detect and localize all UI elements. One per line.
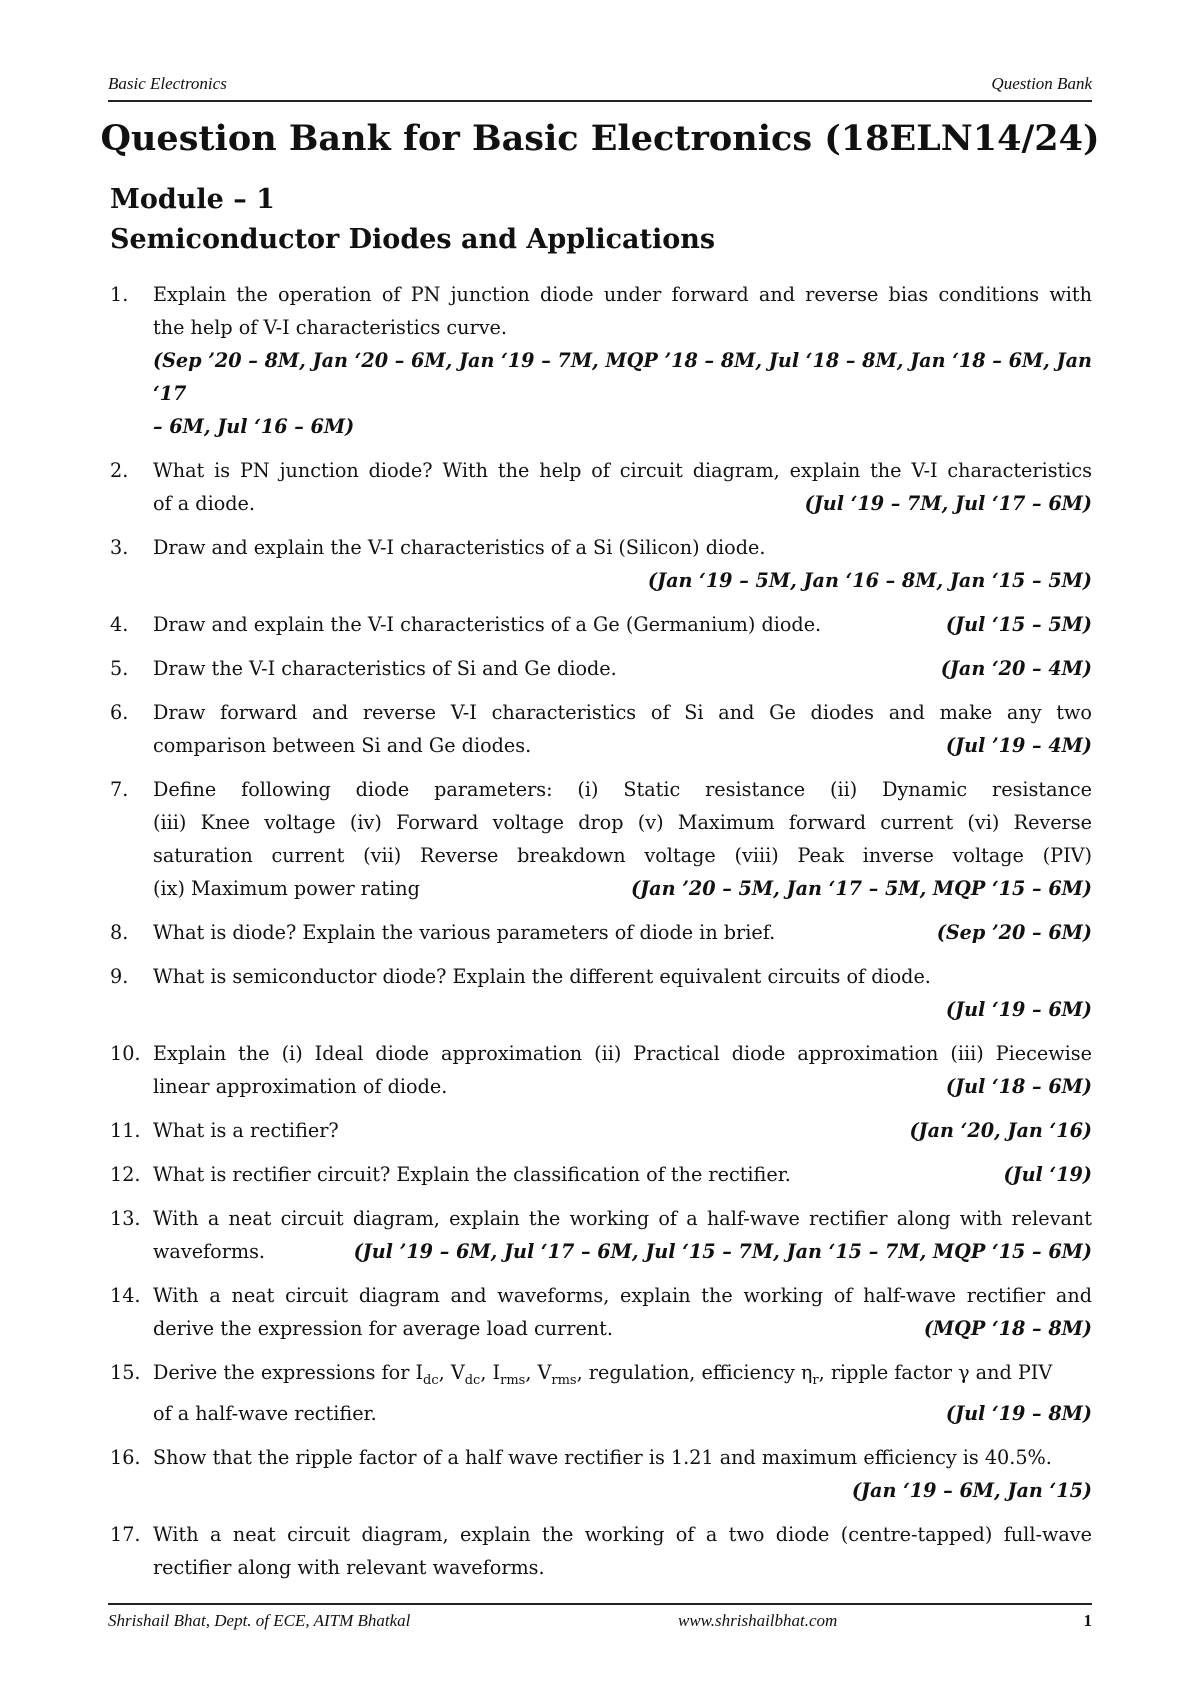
question-text: Define following diode parameters: (i) Static resistance (ii) Dynamic resistance (153, 778, 1092, 801)
question-text: (ix) Maximum power rating (153, 877, 420, 900)
header-right-text: Question Bank (991, 74, 1092, 93)
question-item (110, 454, 1092, 520)
question-text: the help of V-I characteristics curve. (153, 316, 507, 339)
exam-reference: (Jan ‘20, Jan ‘16) (909, 1119, 1092, 1142)
question-item (110, 1441, 1092, 1507)
question-item (110, 531, 1092, 597)
question-item (110, 1037, 1092, 1103)
question-text: saturation current (vii) Reverse breakdown voltage (viii) Peak inverse voltage (PIV) (153, 844, 1092, 867)
question-text: Derive the expressions for $I_{dc}$, $V_{dc}$, $I_{rms}$, $V_{rms}$, regulation, efficiency $\eta_r$, ripple factor γ and PIV (153, 1361, 1053, 1388)
exam-reference: (Jul ‘15 – 5M) (945, 613, 1092, 636)
footer-author: Shrishail Bhat, Dept. of ECE, AITM Bhatkal (108, 1611, 411, 1630)
exam-reference: (Jul ’19 – 4M) (945, 734, 1092, 757)
exam-reference: (Jul ‘19 – 7M, Jul ‘17 – 6M) (804, 492, 1092, 515)
question-item (110, 1279, 1092, 1345)
question-item (110, 1518, 1092, 1584)
exam-reference: (Jan ‘19 – 5M, Jan ‘16 – 8M, Jan ‘15 – 5M) (647, 569, 1092, 592)
question-text: Draw and explain the V-I characteristics of a Si (Silicon) diode. (153, 536, 766, 559)
question-number: 10. (110, 1042, 141, 1065)
question-number: 17. (110, 1522, 141, 1546)
exam-reference: (Jul ’19 – 6M, Jul ‘17 – 6M, Jul ‘15 – 7M, Jan ‘15 – 7M, MQP ‘15 – 6M) (353, 1240, 1092, 1263)
question-number: 9. (110, 965, 129, 988)
question-text: What is PN junction diode? With the help of circuit diagram, explain the V-I characteristics (153, 459, 1092, 482)
question-text: of a half-wave rectifier. (153, 1401, 377, 1425)
question-number: 7. (110, 778, 129, 801)
question-text: Draw and explain the V-I characteristics of a Ge (Germanium) diode. (153, 613, 822, 636)
question-item (110, 960, 1092, 1026)
question-text: With a neat circuit diagram, explain the working of a two diode (centre-tapped) full-wave (153, 1522, 1092, 1546)
exam-reference: (Jul ‘19 – 8M) (945, 1401, 1092, 1425)
question-number: 6. (110, 701, 129, 724)
exam-reference: (Jan ’20 – 5M, Jan ‘17 – 5M, MQP ‘15 – 6M) (631, 877, 1092, 900)
question-number: 12. (110, 1163, 141, 1186)
question-text: Draw the V-I characteristics of Si and Ge diode. (153, 657, 617, 680)
question-text: Draw forward and reverse V-I characteristics of Si and Ge diodes and make any two (153, 701, 1092, 724)
module-subject-heading: Semiconductor Diodes and Applications (110, 224, 716, 255)
question-item (110, 652, 1092, 685)
module-heading: Module – 1 (110, 184, 275, 215)
question-text: With a neat circuit diagram, explain the working of a half-wave rectifier along with relevant (153, 1207, 1092, 1230)
exam-reference: (Jul ‘19 – 6M) (945, 998, 1092, 1021)
exam-reference: – 6M, Jul ‘16 – 6M) (153, 415, 355, 438)
question-item (110, 1202, 1092, 1268)
question-number: 11. (110, 1119, 141, 1142)
exam-reference: (MQP ‘18 – 8M) (923, 1317, 1092, 1340)
question-item (110, 1356, 1092, 1430)
question-text: Show that the ripple factor of a half wave rectifier is 1.21 and maximum efficiency is 40.5%. (153, 1445, 1052, 1469)
exam-reference: (Sep ’20 – 6M) (936, 921, 1092, 944)
page-footer (108, 1603, 1092, 1635)
question-number: 13. (110, 1207, 141, 1230)
question-number: 5. (110, 657, 129, 680)
question-number: 8. (110, 921, 129, 944)
question-number: 16. (110, 1445, 141, 1469)
question-item (110, 278, 1092, 443)
question-item (110, 1114, 1092, 1147)
question-number: 1. (110, 283, 129, 306)
question-text: waveforms. (153, 1240, 266, 1263)
question-number: 14. (110, 1284, 141, 1307)
question-text: of a diode. (153, 492, 255, 515)
question-text: Explain the (i) Ideal diode approximation (ii) Practical diode approximation (iii) Piecewise (153, 1042, 1092, 1065)
exam-reference: (Jul ‘19) (1003, 1163, 1092, 1186)
question-item (110, 696, 1092, 762)
question-text: rectifier along with relevant waveforms. (153, 1555, 545, 1579)
exam-reference: (Jul ‘18 – 6M) (945, 1075, 1092, 1098)
question-item (110, 916, 1092, 949)
question-item (110, 608, 1092, 641)
question-text: What is rectifier circuit? Explain the classification of the rectifier. (153, 1163, 791, 1186)
question-text: Explain the operation of PN junction diode under forward and reverse bias conditions with (153, 283, 1092, 306)
exam-reference: (Sep ’20 – 8M, Jan ‘20 – 6M, Jan ‘19 – 7M, MQP ’18 – 8M, Jul ‘18 – 8M, Jan ‘18 – 6M, Jan ‘17 (153, 349, 1092, 405)
exam-reference: (Jan ‘20 – 4M) (940, 657, 1092, 680)
question-text: (iii) Knee voltage (iv) Forward voltage drop (v) Maximum forward current (vi) Reverse (153, 811, 1092, 834)
question-number: 3. (110, 536, 129, 559)
question-item (110, 773, 1092, 905)
exam-reference: (Jan ‘19 – 6M, Jan ‘15) (851, 1478, 1092, 1502)
page-number: 1 (1083, 1611, 1092, 1630)
question-text: What is semiconductor diode? Explain the different equivalent circuits of diode. (153, 965, 931, 988)
question-list (110, 278, 1092, 1595)
question-text: What is diode? Explain the various parameters of diode in brief. (153, 921, 776, 944)
question-text: comparison between Si and Ge diodes. (153, 734, 532, 757)
document-title: Question Bank for Basic Electronics (18ELN14/24) (100, 118, 1100, 159)
question-text: linear approximation of diode. (153, 1075, 448, 1098)
footer-website: www.shrishailbhat.com (678, 1611, 838, 1630)
question-number: 15. (110, 1361, 141, 1384)
question-item (110, 1158, 1092, 1191)
header-left-text: Basic Electronics (108, 74, 227, 93)
question-text: With a neat circuit diagram and waveforms, explain the working of half-wave rectifier and (153, 1284, 1092, 1307)
page-header (108, 74, 1092, 102)
question-number: 4. (110, 613, 129, 636)
question-text: What is a rectifier? (153, 1119, 339, 1142)
question-number: 2. (110, 459, 129, 482)
question-text: derive the expression for average load current. (153, 1317, 613, 1340)
